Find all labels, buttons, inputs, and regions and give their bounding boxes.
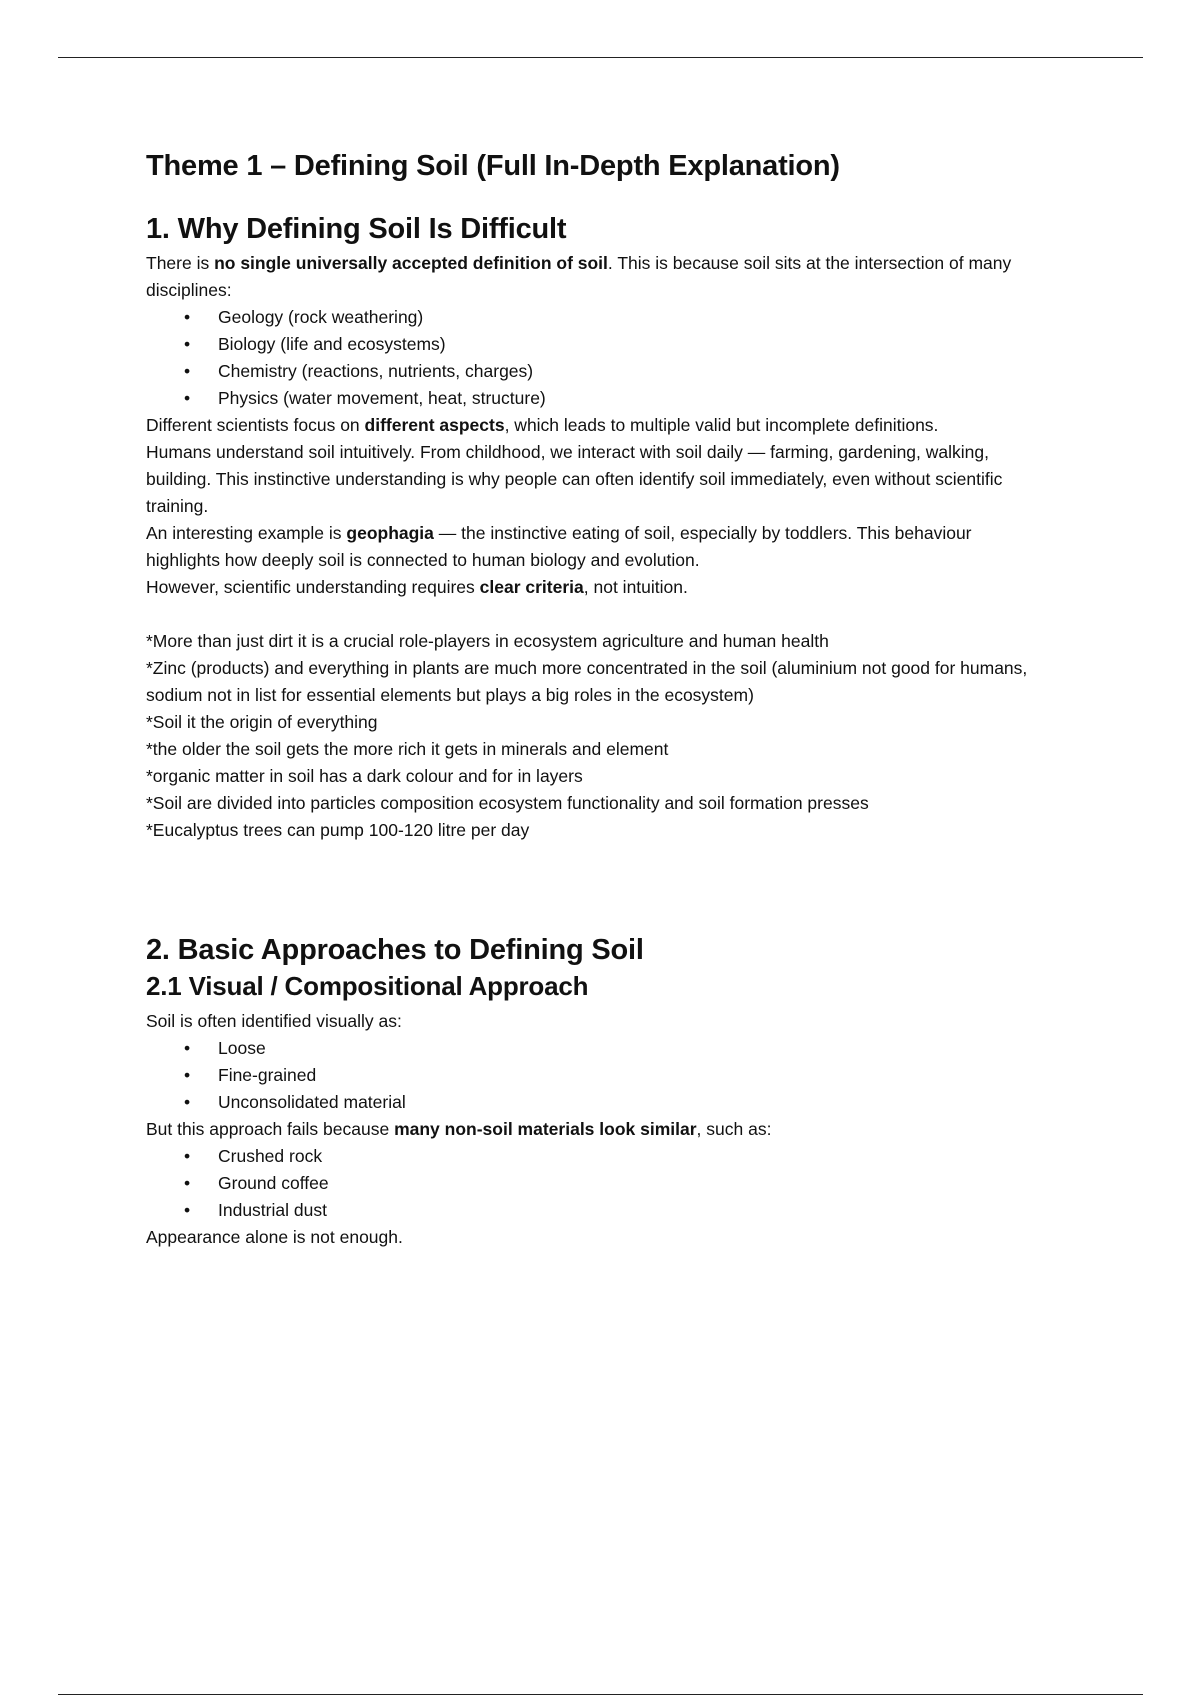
list-item: • Fine-grained [146, 1062, 1046, 1089]
section-spacer [146, 844, 1046, 934]
list-item: • Physics (water movement, heat, structure) [146, 385, 1046, 412]
note-line: *organic matter in soil has a dark colour and for in layers [146, 766, 583, 786]
list-item: • Geology (rock weathering) [146, 304, 1046, 331]
visual-traits-list [146, 1035, 1046, 1116]
note-line: *the older the soil gets the more rich it gets in minerals and element [146, 739, 669, 759]
paragraph-geophagia: An interesting example is geophagia — the instinctive eating of soil, especially by toddlers. This behaviour highlights how deeply soil is connected to human biology and evolution. [146, 523, 972, 570]
approach-fails: But this approach fails because many non-soil materials look similar, such as: [146, 1119, 772, 1139]
note-line: *Soil it the origin of everything [146, 712, 378, 732]
bullet-icon: • [184, 361, 191, 381]
list-item: • Loose [146, 1035, 1046, 1062]
bullet-icon: • [184, 1092, 191, 1112]
list-item: • Crushed rock [146, 1143, 1046, 1170]
list-item: • Biology (life and ecosystems) [146, 331, 1046, 358]
blank-line [146, 601, 1046, 628]
appearance-conclusion: Appearance alone is not enough. [146, 1227, 403, 1247]
bottom-rule [58, 1694, 1143, 1695]
list-item: • Chemistry (reactions, nutrients, charges) [146, 358, 1046, 385]
lookalike-materials-list [146, 1143, 1046, 1224]
bullet-icon: • [184, 334, 191, 354]
note-line: *Zinc (products) and everything in plants are much more concentrated in the soil (aluminium not good for humans, sodium not in list for essential elements but plays a big roles in the ecosystem) [146, 658, 1028, 705]
paragraph-intuition: Humans understand soil intuitively. From childhood, we interact with soil daily — farming, gardening, walking, building. This instinctive understanding is why people can often identify soil immediately, even without scientific training. [146, 442, 1003, 516]
list-item: • Industrial dust [146, 1197, 1046, 1224]
bullet-icon: • [184, 307, 191, 327]
top-rule [58, 57, 1143, 58]
bullet-icon: • [184, 1200, 191, 1220]
list-item: • Unconsolidated material [146, 1089, 1046, 1116]
paragraph-different-aspects: Different scientists focus on different aspects, which leads to multiple valid but incomplete definitions. [146, 415, 939, 435]
subsection-2-1-heading: 2.1 Visual / Compositional Approach [146, 971, 589, 1001]
paragraph-criteria: However, scientific understanding requires clear criteria, not intuition. [146, 577, 688, 597]
note-line: *More than just dirt it is a crucial role-players in ecosystem agriculture and human health [146, 631, 829, 651]
note-line: *Eucalyptus trees can pump 100-120 litre per day [146, 820, 530, 840]
bullet-icon: • [184, 1065, 191, 1085]
disciplines-list [146, 304, 1046, 412]
section-1-heading: 1. Why Defining Soil Is Difficult [146, 213, 567, 245]
document-title: Theme 1 – Defining Soil (Full In-Depth Explanation) [146, 150, 840, 182]
document-page [146, 150, 1046, 1251]
bullet-icon: • [184, 1146, 191, 1166]
bullet-icon: • [184, 1173, 191, 1193]
section-2-heading: 2. Basic Approaches to Defining Soil [146, 934, 644, 966]
note-line: *Soil are divided into particles composition ecosystem functionality and soil formation presses [146, 793, 869, 813]
list-item: • Ground coffee [146, 1170, 1046, 1197]
section-1-intro: There is no single universally accepted definition of soil. This is because soil sits at the intersection of many disciplines: [146, 253, 1012, 300]
bullet-icon: • [184, 388, 191, 408]
bullet-icon: • [184, 1038, 191, 1058]
visual-intro: Soil is often identified visually as: [146, 1011, 402, 1031]
